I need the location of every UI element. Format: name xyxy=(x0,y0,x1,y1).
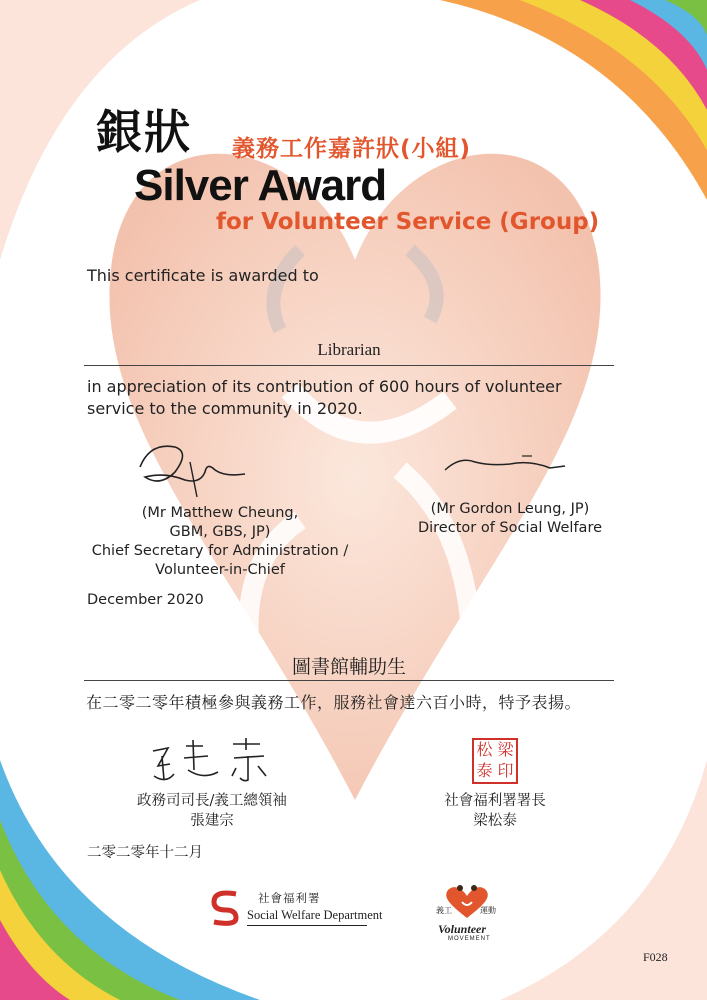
seal-char-1: 松 xyxy=(476,740,493,759)
recipient-name-zh: 圖書館輔助生 xyxy=(291,656,406,678)
swd-name-zh: 社會福利署 xyxy=(258,891,321,905)
appreciation-line-2: service to the community in 2020. xyxy=(87,399,363,418)
signatory-left-line2: GBM, GBS, JP) xyxy=(169,524,271,540)
swd-logo-icon xyxy=(208,888,242,928)
signatory-right-en xyxy=(395,500,625,538)
title-en-silver-award: Silver Award xyxy=(134,161,387,210)
signatory-left-zh xyxy=(112,791,312,831)
signatory-left-line4: Volunteer-in-Chief xyxy=(155,562,285,578)
signatory-right-line1: (Mr Gordon Leung, JP) xyxy=(430,501,590,517)
recipient-zh-underline xyxy=(84,680,614,681)
signatory-right-zh xyxy=(395,791,595,831)
appreciation-line-1: in appreciation of its contribution of 600 hours of volunteer xyxy=(87,377,562,396)
signatory-right-zh-name: 梁松泰 xyxy=(473,813,517,829)
signatory-left-zh-title: 政務司司長/義工總領袖 xyxy=(137,793,287,809)
date-zh: 二零二零年十二月 xyxy=(87,845,203,861)
signature-left-zh xyxy=(148,736,288,786)
swd-name-en: Social Welfare Department xyxy=(247,908,383,922)
recipient-underline xyxy=(84,365,614,366)
volunteer-zh-right: 運動 xyxy=(480,906,496,915)
awarded-to-label: This certificate is awarded to xyxy=(87,266,319,285)
volunteer-en: Volunteer xyxy=(438,922,487,936)
volunteer-heart-icon xyxy=(432,882,502,922)
volunteer-zh-left: 義工 xyxy=(436,906,452,915)
volunteer-en-sub: MOVEMENT xyxy=(448,936,491,942)
title-en-subtitle: for Volunteer Service (Group) xyxy=(216,209,600,235)
signatory-right-line2: Director of Social Welfare xyxy=(417,520,603,536)
signatory-left-en xyxy=(80,504,360,580)
seal-char-2: 梁 xyxy=(497,740,514,759)
swd-underline xyxy=(247,925,367,926)
form-code: F028 xyxy=(643,950,668,964)
title-zh-award: 義務工作嘉許狀(小組) xyxy=(232,136,472,162)
red-seal xyxy=(472,738,518,784)
signatory-left-zh-name: 張建宗 xyxy=(190,813,234,829)
signatory-left-line1: (Mr Matthew Cheung, xyxy=(141,505,299,521)
signatory-right-zh-title: 社會福利署署長 xyxy=(444,793,546,809)
signature-right-en xyxy=(440,448,570,478)
appreciation-zh: 在二零二零年積極參與義務工作，服務社會達六百小時，特予表揚。 xyxy=(86,693,582,712)
volunteer-movement-logo xyxy=(432,882,502,946)
date-en: December 2020 xyxy=(87,592,204,608)
recipient-name: Librarian xyxy=(317,340,381,359)
title-zh-silver: 銀狀 xyxy=(96,105,192,159)
signature-left-en xyxy=(135,432,255,502)
seal-char-3: 泰 xyxy=(476,761,493,780)
seal-char-4: 印 xyxy=(497,761,514,780)
signatory-left-line3: Chief Secretary for Administration / xyxy=(91,543,349,559)
